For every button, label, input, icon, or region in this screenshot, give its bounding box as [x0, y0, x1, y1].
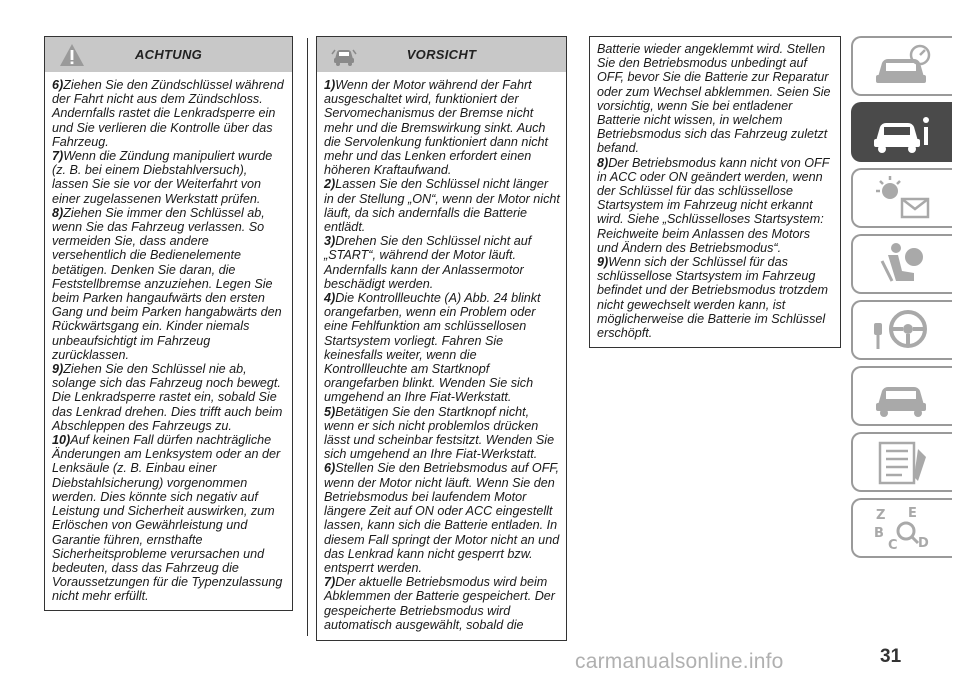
note-number: 6) — [324, 461, 336, 476]
caution-box-body — [317, 72, 566, 632]
note-number: 5) — [324, 404, 336, 419]
caution-continuation-box — [589, 36, 841, 348]
column-divider — [307, 38, 308, 636]
note-text: Ziehen Sie immer den Schlüssel ab, wenn Sie das Fahrzeug verlassen. So vermeiden Sie, dass andere versehentlich die Bedienelemente betätigen. Denken Sie daran, die Feststellbremse anzuziehen. Legen Sie beim Parken hangaufwärts den ersten Gang und beim Parken hangabwärts den Rückwärtsgang ein. Kinder niemals unbeaufsichtigt im Fahrzeug zurücklassen. — [52, 205, 282, 362]
caution-box-header — [317, 37, 566, 72]
lights-message-icon — [868, 173, 938, 223]
note-item — [324, 291, 560, 405]
warning-triangle-icon — [59, 42, 85, 68]
svg-text:B: B — [873, 526, 884, 541]
note-text: Wenn die Zündung manipuliert wurde (z. B. bei einem Diebstahlversuch), lassen Sie sie vor der Weiterfahrt von einer zugelassenen Werkstatt prüfen. — [52, 149, 273, 206]
note-text: Der aktuelle Betriebsmodus wird beim Abklemmen der Batterie gespeichert. Der gespeicherte Betriebsmodus wird automatisch ausgewählt, sobald die — [324, 575, 555, 632]
note-item — [324, 177, 560, 234]
note-item — [324, 78, 560, 177]
note-number: 8) — [52, 205, 64, 220]
continuation-lead-text: Batterie wieder angeklemmt wird. Stellen Sie den Betriebsmodus unbedingt auf OFF, bevor Sie die Batterie zur Reparatur oder zum Wechsel abklemmen. Seien Sie vorsichtig, wenn Sie bei entladener Batterie nicht wissen, in welchem Betriebsmodus sich das Fahrzeug zuletzt befand. — [597, 42, 831, 156]
note-number: 9) — [52, 362, 64, 377]
note-item — [324, 405, 560, 462]
warning-box-header — [45, 37, 292, 72]
tab-safety[interactable] — [851, 234, 952, 294]
note-number: 7) — [52, 149, 64, 164]
note-text: Wenn der Motor während der Fahrt ausgeschaltet wird, funktioniert der Servomechanismus der Bremse nicht mehr und die Bremswirkung sinkt. Auch die Servolenkung funktioniert dann nicht mehr und das Lenken erfordert einen höheren Kraftaufwand. — [324, 78, 549, 178]
tab-starting-driving[interactable] — [851, 300, 952, 360]
car-breakdown-icon — [868, 371, 938, 421]
caution-box-title: VORSICHT — [406, 47, 477, 62]
warning-box-title: ACHTUNG — [134, 47, 203, 62]
tab-emergency[interactable] — [851, 366, 952, 426]
note-text: Der Betriebsmodus kann nicht von OFF in ACC oder ON geändert werden, wenn der Schlüssel für das schlüssellose Startsystem im Fahrzeug nicht erkannt wird. Siehe „Schlüsselloses Startsystem: Reichweite beim Anlassen des Motors und Ändern des Betriebsmodus“. — [597, 155, 830, 255]
page-number: 31 — [880, 646, 902, 667]
maintenance-list-icon — [868, 437, 938, 487]
note-number: 7) — [324, 575, 336, 590]
warning-box-body — [45, 72, 292, 604]
note-item — [52, 433, 286, 603]
note-text: Betätigen Sie den Startknopf nicht, wenn er sich nicht problemlos drücken lässt und scheinbar festsitzt. Wenden Sie sich umgehend an Ihre Fiat-Werkstatt. — [324, 404, 555, 462]
note-number: 4) — [324, 291, 336, 306]
note-item — [597, 255, 834, 340]
note-text: Wenn sich der Schlüssel für das schlüssellose Startsystem im Fahrzeug befindet und der Betriebsmodus trotzdem nicht gewechselt werden kann, ist möglicherweise die Batterie im Schlüssel erschöpft. — [597, 255, 829, 341]
note-text: Ziehen Sie den Schlüssel nie ab, solange sich das Fahrzeug noch bewegt. Die Lenkradsperre rastet ein, sobald Sie das Lenkrad drehen. Dies trifft auch beim Abschleppen des Fahrzeugs zu. — [52, 362, 283, 433]
note-number: 9) — [597, 255, 609, 270]
note-number: 10) — [52, 433, 71, 448]
car-dashboard-icon — [868, 41, 938, 91]
note-text: Die Kontrollleuchte (A) Abb. 24 blinkt orangefarben, wenn ein Problem oder eine Fehlfunktion am schlüssellosen Startsystem vorliegt. Fahren Sie keinesfalls weiter, wenn die Kontrollleuchte am Startknopf orangefarben blinkt. Wenden Sie sich umgehend an Ihre Fiat-Werkstatt. — [324, 291, 541, 405]
note-number: 1) — [324, 78, 336, 92]
note-item — [52, 206, 286, 362]
note-text: Ziehen Sie den Zündschlüssel während der Fahrt nicht aus dem Zündschloss. Andernfalls rastet die Lenkradsperre ein und Sie verlieren die Kontrolle über das Fahrzeug. — [52, 78, 284, 149]
steering-wheel-key-icon — [868, 305, 938, 355]
note-text: Drehen Sie den Schlüssel nicht auf „START“, während der Motor läuft. Andernfalls kann der Anlassermotor beschädigt werden. — [324, 234, 532, 291]
seat-airbag-icon — [868, 239, 938, 289]
svg-text:E: E — [907, 506, 917, 521]
caution-box — [316, 36, 567, 641]
note-number: 6) — [52, 78, 64, 92]
tab-maintenance[interactable] — [851, 432, 952, 492]
continuation-items — [597, 156, 834, 341]
watermark: carmanualsonline.info — [575, 650, 784, 673]
note-item — [324, 234, 560, 291]
car-info-icon — [868, 107, 938, 157]
note-number: 8) — [597, 155, 609, 170]
continuation-body — [590, 37, 840, 340]
note-item — [52, 78, 286, 149]
svg-text:C: C — [887, 538, 898, 553]
note-number: 2) — [324, 177, 336, 192]
note-text: Auf keinen Fall dürfen nachträgliche Änderungen am Lenksystem oder an der Lenksäule (z. B. Einbau einer Diebstahlsicherung) vorgenommen werden. Dies könnte sich negativ auf Leistung und Sicherheit auswirken, zum Erlöschen von Gewährleistung und Garantie führen, ernsthafte Sicherheitsprobleme verursachen und bedeuten, dass das Fahrzeug die Voraussetzungen für die Typenzulassung nicht mehr erfüllt. — [52, 433, 283, 604]
note-number: 3) — [324, 234, 336, 249]
tab-lights-messages[interactable] — [851, 168, 952, 228]
svg-text:D: D — [917, 536, 929, 551]
note-item — [52, 362, 286, 433]
note-item — [597, 156, 834, 255]
svg-text:Z: Z — [875, 508, 885, 523]
warning-box — [44, 36, 293, 611]
alphabet-index-icon — [868, 503, 938, 553]
tab-dashboard[interactable] — [851, 36, 952, 96]
car-caution-icon — [331, 42, 357, 68]
tab-car-info[interactable] — [851, 102, 952, 162]
note-text: Stellen Sie den Betriebsmodus auf OFF, wenn der Motor nicht läuft. Wenn Sie den Betriebsmodus bei laufendem Motor längere Zeit auf ON oder ACC eingestellt lassen, kann sich die Batterie entladen. In diesem Fall springt der Motor nicht an und das Lenkrad kann nicht gesperrt bzw. entsperrt werden. — [324, 461, 560, 575]
note-text: Lassen Sie den Schlüssel nicht länger in der Stellung „ON“, wenn der Motor nicht läuft, da sich andernfalls die Batterie entlädt. — [324, 177, 560, 235]
note-item — [52, 149, 286, 206]
note-item — [324, 575, 560, 632]
note-item — [324, 461, 560, 575]
tab-index[interactable] — [851, 498, 952, 558]
